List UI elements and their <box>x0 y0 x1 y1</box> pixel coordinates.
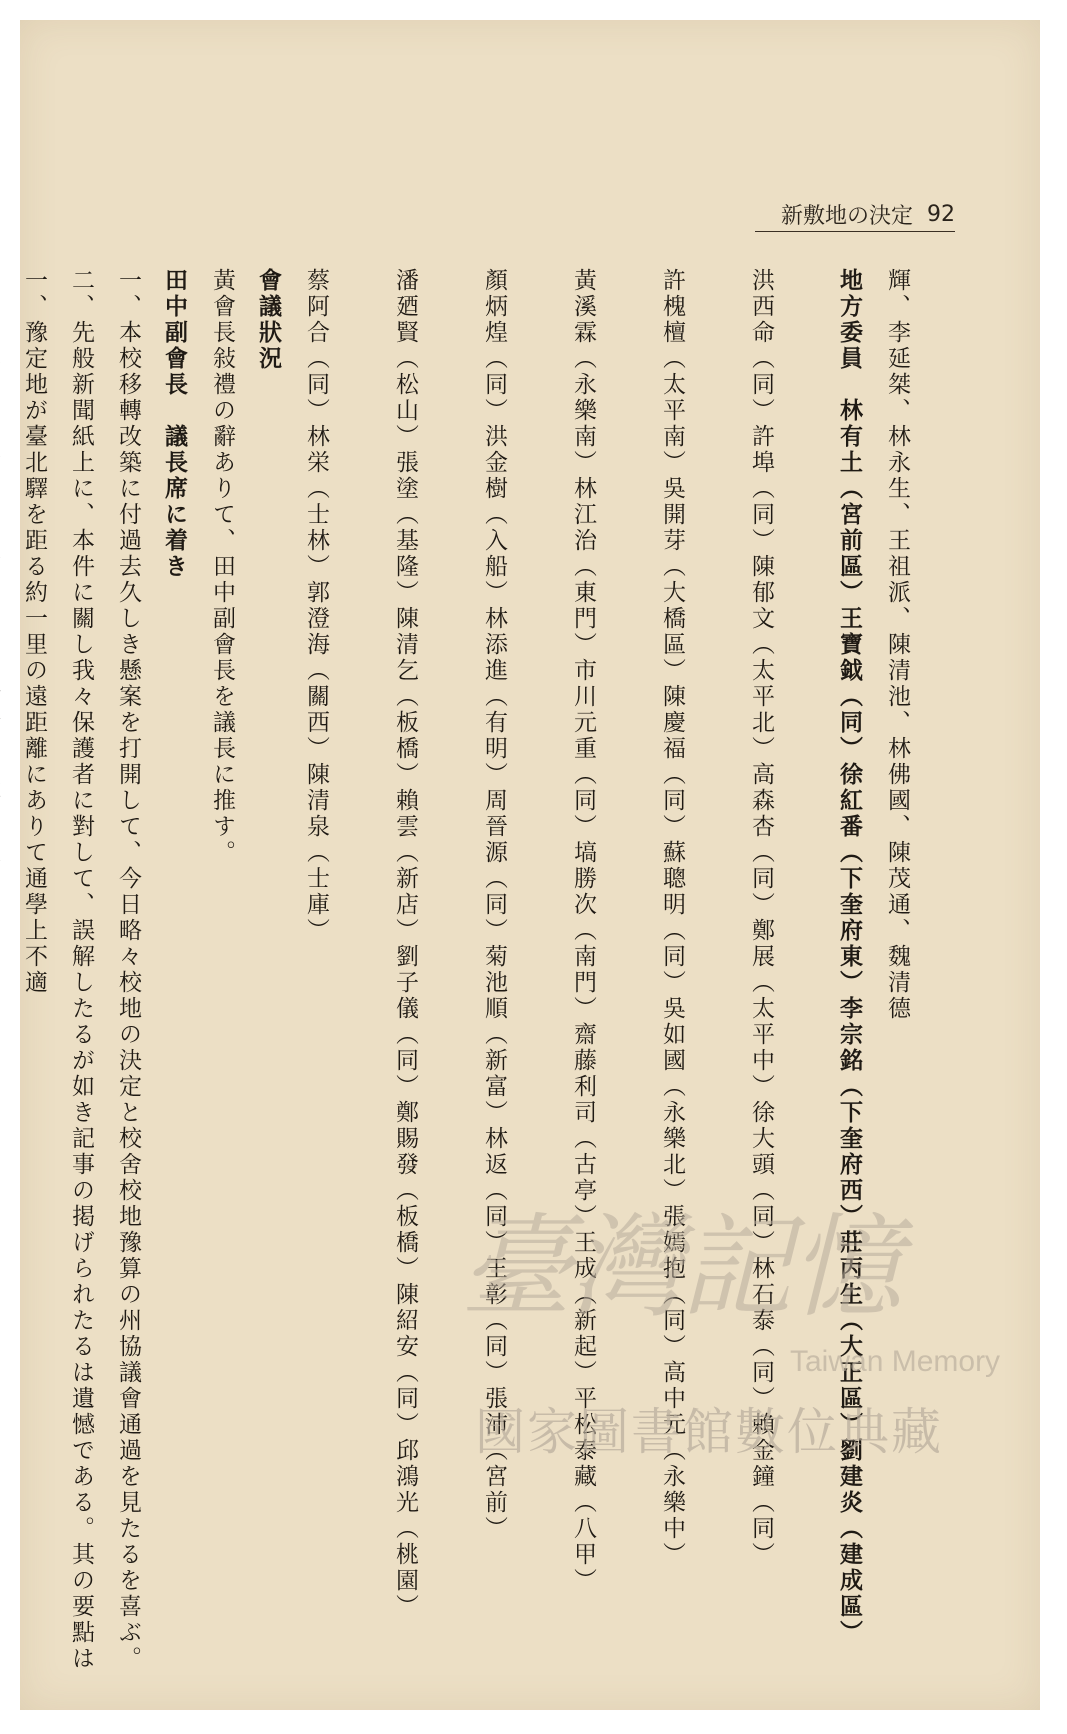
watermark-chinese: 臺灣記憶 <box>460 1203 900 1333</box>
vertical-text-body <box>0 268 920 1672</box>
section-heading: 會議狀況 <box>255 268 282 372</box>
running-header <box>755 200 955 228</box>
text-line: 一、豫定地が臺北驛を距る約一里の遠距離にありて通學上不適 <box>21 268 47 996</box>
watermark-library: 國家圖書館數位典藏 <box>475 1403 943 1461</box>
text-line: 二、先般新聞紙上に、本件に關し我々保護者に對して、誤解したるが如き記事の掲げられたるは遺憾である。其の要點は <box>68 268 94 1672</box>
text-line: 地方委員 林有土（宮前區）王寶鉞（同）徐紅番（下奎府東）李宗銘（下奎府西）莊丙生（大正區）劉建炎（建成區） <box>836 268 863 1646</box>
text-line: 潘廼賢（松山）張塗（基隆）陳清乞（板橋）賴雲（新店）劉子儀（同）鄭賜發（板橋）陳紹安（同）邱鴻光（桃園） <box>392 268 418 1620</box>
text-line: 蔡阿合（同）林栄（士林）郭澄海（關西）陳清泉（士庫） <box>303 268 329 944</box>
text-line: 許槐檀（太平南）吳開芽（大橋區）陳慶福（同）蘇聰明（同）吳如國（永樂北）張嫣抱（同）高中元（永樂中） <box>659 268 685 1568</box>
text-line: 輝、李延桀、林永生、王祖派、陳清池、林佛國、陳茂通、魏清德 <box>884 268 910 1022</box>
page-number: 92 <box>927 201 955 227</box>
text-line: 洪西命（同）許埠（同）陳郁文（太平北）高森杏（同）鄭展（太平中）徐大頭（同）林石泰（同）賴金鐘（同） <box>748 268 774 1568</box>
watermark-english: Taiwan Memory <box>790 1345 1001 1378</box>
document-page <box>20 20 1040 1710</box>
text-line: 黃溪霖（永樂南）林江治（東門）市川元重（同）塙勝次（南門）齋藤利司（古亭）王成（新起）平松泰藏（八甲） <box>570 268 596 1594</box>
text-line: 顏炳煌（同）洪金樹（入船）林添進（有明）周晉源（同）菊池順（新富）林返（同）王彰（同）張沛（宮前） <box>481 268 507 1542</box>
header-title: 新敷地の決定 <box>780 203 913 229</box>
text-line <box>0 268 10 1528</box>
speaker-line: 田中副會長 議長席に着き <box>161 268 188 580</box>
text-line: 黃會長敍禮の辭ありて、田中副會長を議長に推す。 <box>209 268 235 866</box>
header-rule <box>755 231 955 232</box>
text-line: 一、本校移轉改築に付過去久しき懸案を打開して、今日略々校地の決定と校舍校地豫算の州協議會通過を見たるを喜ぶ。 <box>115 268 141 1672</box>
